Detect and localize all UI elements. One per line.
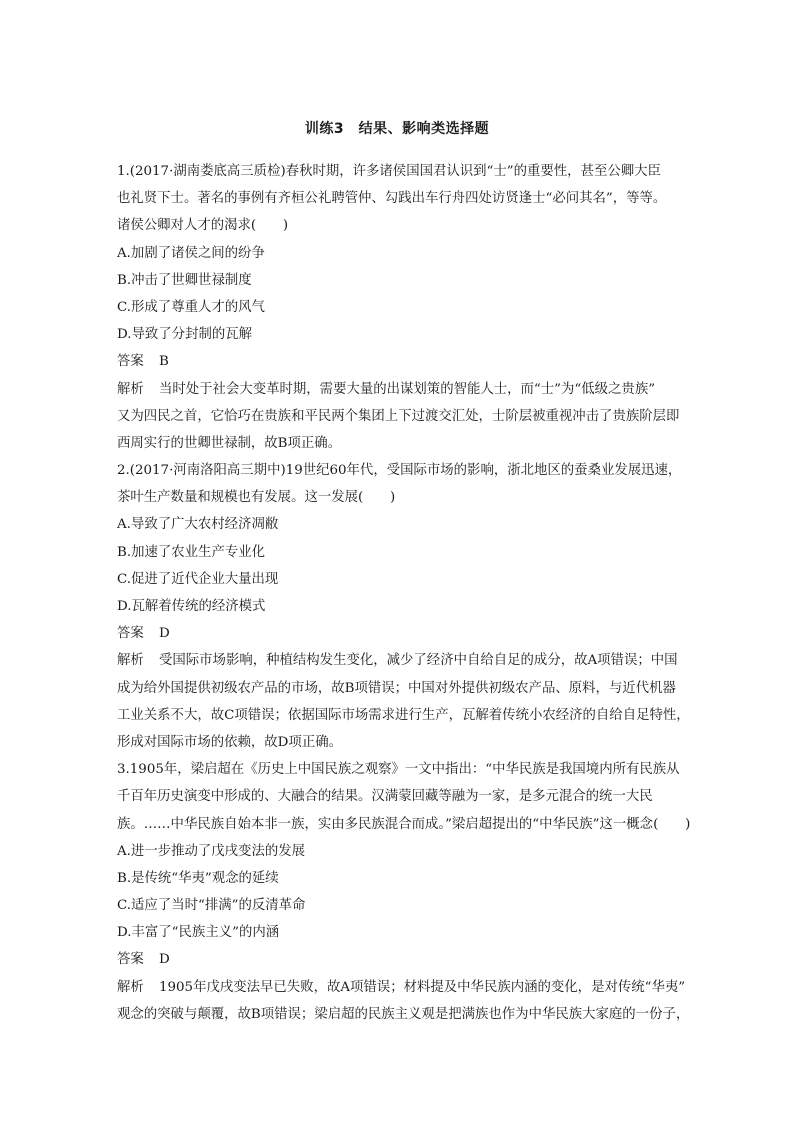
option-b: B.是传统“华夷”观念的延续 — [117, 870, 279, 886]
explanation-text: 当时处于社会大变革时期，需要大量的出谋划策的智能人士，而“士”为“低级之贵族” — [159, 381, 656, 397]
question-stem-line: 诸侯公卿对人才的渴求( ) — [117, 218, 289, 234]
answer-label: 答案 — [117, 952, 144, 968]
explanation-label: 解析 — [117, 979, 144, 995]
question-stem-line: 2.(2017·河南洛阳高三期中)19世纪60年代，受国际市场的影响，浙北地区的蚕桑业发展迅速， — [117, 463, 682, 479]
option-c: C.促进了近代企业大量出现 — [117, 571, 279, 587]
option-d: D.瓦解着传统的经济模式 — [117, 599, 266, 614]
option-d: D.导致了分封制的瓦解 — [117, 327, 253, 343]
option-c: C.形成了尊重人才的风气 — [117, 299, 265, 315]
explanation-text: 受国际市场影响，种植结构发生变化，减少了经济中自给自足的成分，故A项错误；中国 — [159, 653, 678, 669]
question-stem-line: 3.1905年，梁启超在《历史上中国民族之观察》一文中指出：“中华民族是我国境内所有民族从 — [117, 762, 680, 778]
explanation-line: 观念的突破与颠覆，故B项错误；梁启超的民族主义观是把满族也作为中华民族大家庭的一份子， — [117, 1006, 690, 1022]
answer-line — [117, 620, 707, 647]
question-2 — [117, 457, 707, 756]
question-1 — [117, 158, 707, 457]
option-a: A.加剧了诸侯之间的纷争 — [117, 245, 265, 261]
answer-line — [117, 946, 707, 973]
question-stem-line: 茶叶生产数量和规模也有发展。这一发展( ) — [117, 490, 396, 506]
explanation-line — [117, 647, 707, 674]
option-b: B.冲击了世卿世禄制度 — [117, 272, 252, 288]
explanation-line — [117, 376, 707, 403]
explanation-line: 工业关系不大，故C项错误；依据国际市场需求进行生产，瓦解着传统小农经济的自给自足特性， — [117, 707, 690, 723]
answer-line — [117, 348, 707, 375]
question-stem-line: 族。……中华民族自始本非一族，实由多民族混合而成。”梁启超提出的“中华民族”这一概念( ) — [117, 816, 691, 832]
explanation-label: 解析 — [117, 653, 144, 669]
question-stem-line: 千百年历史演变中形成的、大融合的结果。汉满蒙回藏等融为一家，是多元混合的统一大民 — [117, 789, 653, 805]
question-stem-line: 也礼贤下士。著名的事例有齐桓公礼聘管仲、勾践出车行舟四处访贤逢士“必问其名”，等等。 — [117, 191, 667, 207]
explanation-line — [117, 974, 707, 1001]
option-b: B.加速了农业生产专业化 — [117, 544, 266, 560]
explanation-text: 1905年戊戌变法早已失败，故A项错误；材料提及中华民族内涵的变化，是对传统“华夷” — [159, 979, 686, 995]
answer-value: D — [159, 952, 170, 968]
explanation-line: 西周实行的世卿世禄制，故B项正确。 — [117, 435, 342, 451]
explanation-line: 成为给外国提供初级农产品的市场，故B项错误；中国对外提供初级农产品、原料，与近代机器 — [117, 680, 676, 696]
explanation-line: 形成对国际市场的依赖，故D项正确。 — [117, 734, 342, 750]
question-stem-line: 1.(2017·湖南娄底高三质检)春秋时期，许多诸侯国国君认识到“士”的重要性，甚至公卿大臣 — [117, 164, 661, 179]
answer-value: B — [159, 354, 169, 370]
answer-label: 答案 — [117, 354, 144, 370]
option-d: D.丰富了“民族主义”的内涵 — [117, 925, 280, 941]
option-c: C.适应了当时“排满”的反清革命 — [117, 898, 306, 914]
page-title: 训练3 结果、影响类选择题 — [304, 121, 490, 137]
explanation-label: 解析 — [117, 381, 144, 397]
question-list — [117, 158, 707, 1028]
option-a: A.进一步推动了戊戌变法的发展 — [117, 843, 306, 859]
explanation-line: 又为四民之首，它恰巧在贵族和平民两个集团上下过渡交汇处，士阶层被重视冲击了贵族阶层即 — [117, 408, 680, 424]
question-3 — [117, 756, 707, 1028]
option-a: A.导致了广大农村经济凋敝 — [117, 517, 279, 533]
answer-value: D — [159, 626, 170, 642]
answer-label: 答案 — [117, 626, 144, 642]
